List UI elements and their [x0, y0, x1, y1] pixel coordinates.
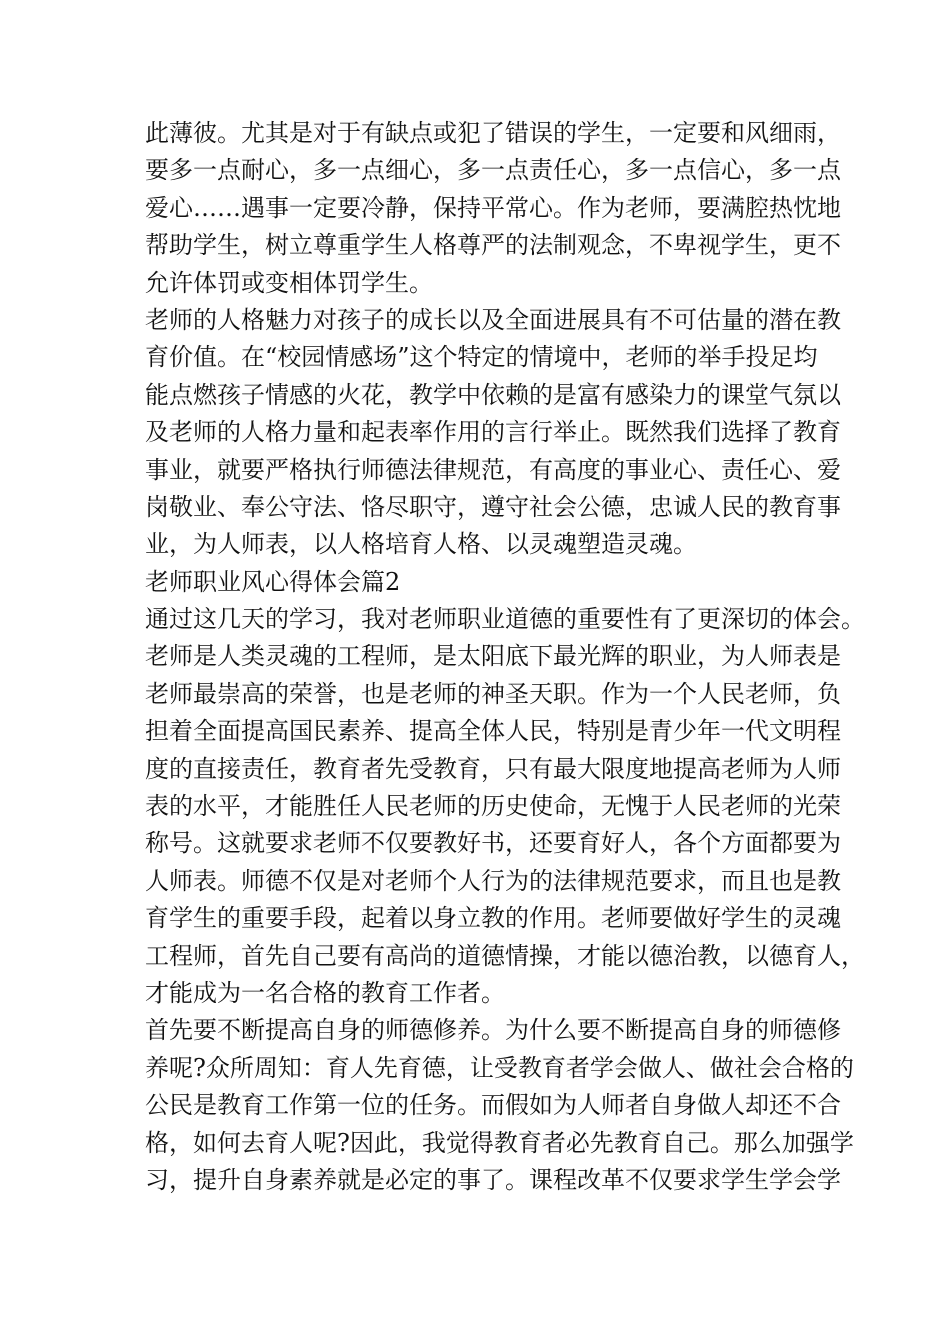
text-line: 首先要不断提高自身的师德修养。为什么要不断提高自身的师德修 [145, 1016, 841, 1045]
text-line: 事业，就要严格执行师德法律规范，有高度的事业心、责任心、爱 [145, 455, 841, 484]
text-line: 要多一点耐心，多一点细心，多一点责任心，多一点信心，多一点 [145, 156, 841, 185]
document-page [145, 115, 865, 1199]
text-line: 育价值。在“校园情感场”这个特定的情境中，老师的举手投足均 [145, 343, 818, 372]
text-line: 此薄彼。尤其是对于有缺点或犯了错误的学生，一定要和风细雨， [145, 119, 841, 147]
text-line: 称号。这就要求老师不仅要教好书，还要育好人，各个方面都要为 [145, 829, 841, 858]
text-line: 表的水平，才能胜任人民老师的历史使命，无愧于人民老师的光荣 [145, 792, 841, 821]
text-line: 工程师，首先自己要有高尚的道德情操，才能以德治教，以德育人， [145, 941, 865, 970]
text-line: 公民是教育工作第一位的任务。而假如为人师者自身做人却还不合 [145, 1091, 841, 1120]
text-line: 岗敬业、奉公守法、恪尽职守，遵守社会公德，忠诚人民的教育事 [145, 492, 841, 521]
text-line: 才能成为一名合格的教育工作者。 [145, 978, 505, 1007]
text-line: 育学生的重要手段，起着以身立教的作用。老师要做好学生的灵魂 [145, 904, 841, 933]
text-line: 养呢?众所周知：育人先育德，让受教育者学会做人、做社会合格的 [145, 1053, 854, 1082]
text-line: 老师最崇高的荣誉，也是老师的神圣天职。作为一个人民老师，负 [145, 679, 841, 708]
text-line: 格，如何去育人呢?因此，我觉得教育者必先教育自己。那么加强学 [145, 1128, 854, 1157]
section-heading: 老师职业风心得体会篇2 [145, 567, 401, 596]
text-line: 担着全面提高国民素养、提高全体人民，特别是青少年一代文明程 [145, 717, 841, 746]
text-line: 爱心……遇事一定要冷静，保持平常心。作为老师，要满腔热忱地 [145, 193, 841, 222]
text-line: 习，提升自身素养就是必定的事了。课程改革不仅要求学生学会学 [145, 1165, 841, 1194]
text-line: 帮助学生，树立尊重学生人格尊严的法制观念，不卑视学生，更不 [145, 231, 841, 260]
text-line: 度的直接责任，教育者先受教育，只有最大限度地提高老师为人师 [145, 754, 841, 783]
text-line: 老师是人类灵魂的工程师，是太阳底下最光辉的职业，为人师表是 [145, 642, 841, 671]
text-line: 及老师的人格力量和起表率作用的言行举止。既然我们选择了教育 [145, 418, 841, 447]
text-line: 业，为人师表，以人格培育人格、以灵魂塑造灵魂。 [145, 530, 697, 559]
text-line: 通过这几天的学习，我对老师职业道德的重要性有了更深切的体会。 [145, 605, 865, 634]
text-line: 允许体罚或变相体罚学生。 [145, 268, 433, 297]
text-line: 老师的人格魅力对孩子的成长以及全面进展具有不可估量的潜在教 [145, 305, 841, 334]
text-line: 能点燃孩子情感的火花，教学中依赖的是富有感染力的课堂气氛以 [145, 380, 841, 409]
text-line: 人师表。师德不仅是对老师个人行为的法律规范要求，而且也是教 [145, 866, 841, 895]
